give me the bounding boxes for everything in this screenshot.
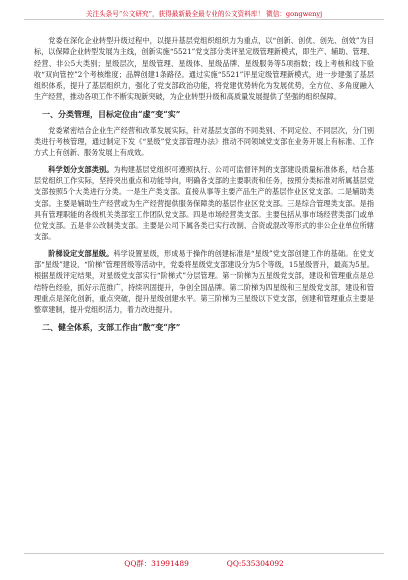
paragraph-body-classification: 为构建基层党组织可遵照执行、公司可监督评判的支部建设质量标准体系，结合基层党组织工作实际，坚持突出重点和功能导向，明确各支部的主要职责和任务，按照分类标准对所属基层党支部按照5个大类进行分类。一是生产类支部。直接从事等主要产品生产的基层作业区党支部。二是辅助类支部。主要是辅助生产经营或为生产经营提供服务保障类的基层作业区党支部。三是综合管理类支部。是指具有管理职能的各级机关类部室工作团队党支部。四是市场经营类支部。主要包括从事市场经营类部门或单位党支部。五是非公改制类支部。主要是公司下属各类已实行改制、合资或混改等形式的非公企业单位所辖支部。 [34,164,374,242]
paragraph-lead-classification: 科学划分支部类别。 [48,164,114,174]
section-1-paragraph-3 [34,248,374,316]
footer-qq: QQ:535304092 [226,559,284,568]
footer-divider [24,553,384,554]
footer-contact [0,558,408,569]
section-1-paragraph-1: 党委紧密结合企业生产经营和改革发展实际，针对基层支部的不同类别、不同定位、不同层次，分门别类进行考核管理，通过制定下发《“星级”党支部管理办法》推动不同领域党支部在业务开展上有标准、工作方式上有创新、服务发展上有成效。 [34,125,374,158]
document-body [34,35,374,338]
paragraph-body-star-level: 科学设置星级，形成易于操作的创建标准是“星级”党支部创建工作的基础。在党支部“星级”建设、“阶梯”管理晋级等活动中，党委将星级党支部建设分为5个等级，15星级晋升，最高为5星。根据星级评定结果，对星级党支部实行“阶梯式”分层管理。第一阶梯为五星级党支部，建设和管理重点是总结特色经验，抓好示范推广，持续巩固提升，争创全国品牌。第二阶梯为四星级和三星级党支部，建设和管理重点是深化创新，重点突破，提升星级创建水平。第三阶梯为三星级以下党支部，创建和管理重点主要是整章建制，提升党组织活力，着力改进提升。 [34,248,374,315]
paragraph-lead-star-level: 阶梯设定支部星级。 [48,248,114,258]
header-promo-text: 关注头条号“公文研究”，获得最新最全最专业的公文资料库！ 微信：gongwenyj [85,10,323,18]
footer-qq-group: QQ群：31991489 [124,559,189,568]
section-1-paragraph-2 [34,164,374,243]
section-2-heading: 二、健全体系，支部工作由“散”变“序” [42,321,181,332]
intro-paragraph: 党委在深化企业转型升级过程中，以提升基层党组织组织力为重点，以“创新、创优、创先、创效”为目标，以保障企业转型发展为主线，创新实施“5521”党支部分类评星定级管理新模式，即生产、辅助、管理、经营、非公5大类别；星级层次，星级管理、星级体、星级品牌、星级服务等5项指数；线上考核和线下验收“双向管控”2个考核维度；品牌创建1条路径。通过实施“5521”评星定级管理新模式，进一步建强了基层组织体系，提升了基层组织力，强化了党支部政治功能，将党建优势转化为发展优势，全方位、多角度融入生产经营，推动各项工作不断实现新突破，为企业转型升级和高质量发展提供了坚强的组织保障。 [34,36,374,102]
header-divider [24,19,384,20]
section-1-heading: 一、分类管理，目标定位由“虚”变“实” [42,108,181,119]
